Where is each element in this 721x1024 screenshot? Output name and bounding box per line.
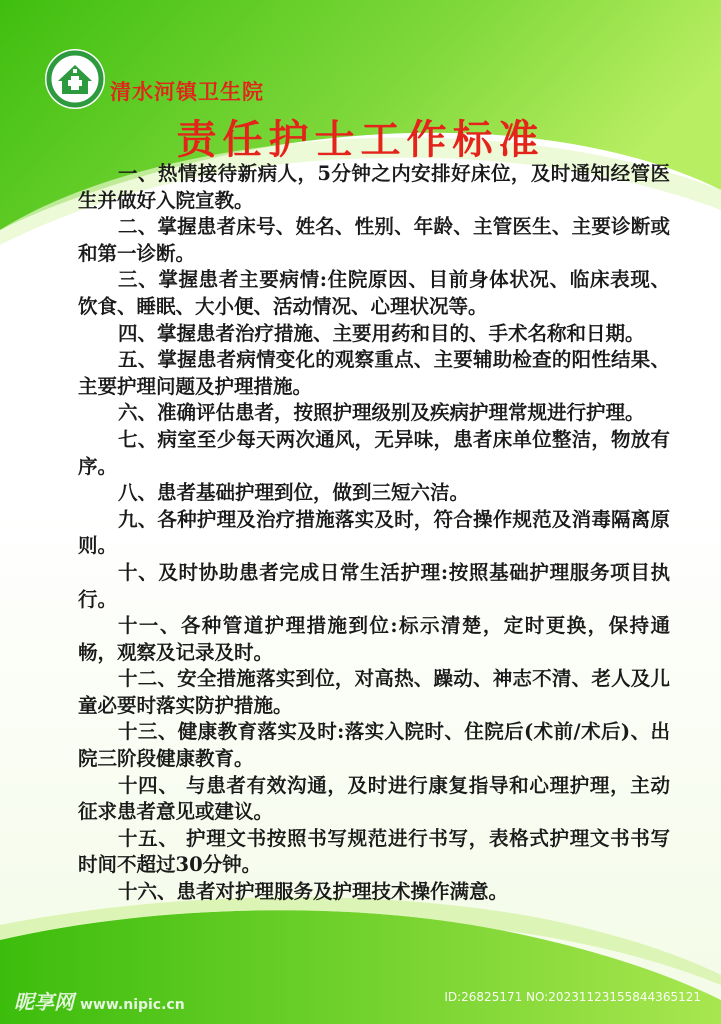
standard-item: 十三、健康教育落实及时:落实入院时、住院后(术前/术后)、出院三阶段健康教育。 xyxy=(78,720,670,771)
standard-item: 三、掌握患者主要病情:住院原因、目前身体状况、临床表现、饮食、睡眠、大小便、活动情况、心理状况等。 xyxy=(78,268,670,318)
standard-item: 十四、 与患者有效沟通，及时进行康复指导和心理护理，主动征求患者意见或建议。 xyxy=(78,773,670,824)
watermark-brand xyxy=(14,986,185,1015)
standards-list xyxy=(78,161,670,906)
standard-item: 九、各种护理及治疗措施落实及时，符合操作规范及消毒隔离原则。 xyxy=(78,507,670,558)
standard-item: 十一、各种管道护理措施到位:标示清楚，定时更换，保持通畅，观察及记录及时。 xyxy=(78,614,670,664)
standard-item: 一、热情接待新病人，5分钟之内安排好床位，及时通知经管医生并做好入院宣教。 xyxy=(78,162,670,212)
standard-item: 二、掌握患者床号、姓名、性别、年龄、主管医生、主要诊断或和第一诊断。 xyxy=(78,215,670,265)
standard-item: 十六、患者对护理服务及护理技术操作满意。 xyxy=(117,880,508,904)
standard-item: 十二、安全措施落实到位，对高热、躁动、神志不清、老人及儿童必要时落实防护措施。 xyxy=(78,667,670,717)
watermark-id: ID:26825171 NO:20231123155844365121 xyxy=(444,990,701,1004)
hospital-name: 清水河镇卫生院 xyxy=(110,80,264,104)
standard-item: 十五、 护理文书按照书写规范进行书写，表格式护理文书书写时间不超过30分钟。 xyxy=(78,826,670,877)
watermark-brand-text: 昵享网 xyxy=(14,990,74,1014)
hospital-logo-icon xyxy=(44,48,106,110)
standard-item: 八、患者基础护理到位，做到三短六洁。 xyxy=(117,481,469,505)
standard-item: 四、掌握患者治疗措施、主要用药和目的、手术名称和日期。 xyxy=(117,321,645,345)
page-title: 责任护士工作标准 xyxy=(176,116,545,163)
standard-item: 五、掌握患者病情变化的观察重点、主要辅助检查的阳性结果、主要护理问题及护理措施。 xyxy=(78,348,670,398)
watermark-url: www.nipic.cn xyxy=(80,997,185,1013)
standard-item: 十、及时协助患者完成日常生活护理:按照基础护理服务项目执行。 xyxy=(78,560,670,611)
standard-item: 七、病室至少每天两次通风，无异味，患者床单位整洁，物放有序。 xyxy=(78,427,670,478)
standard-item: 六、准确评估患者，按照护理级别及疾病护理常规进行护理。 xyxy=(117,401,645,425)
